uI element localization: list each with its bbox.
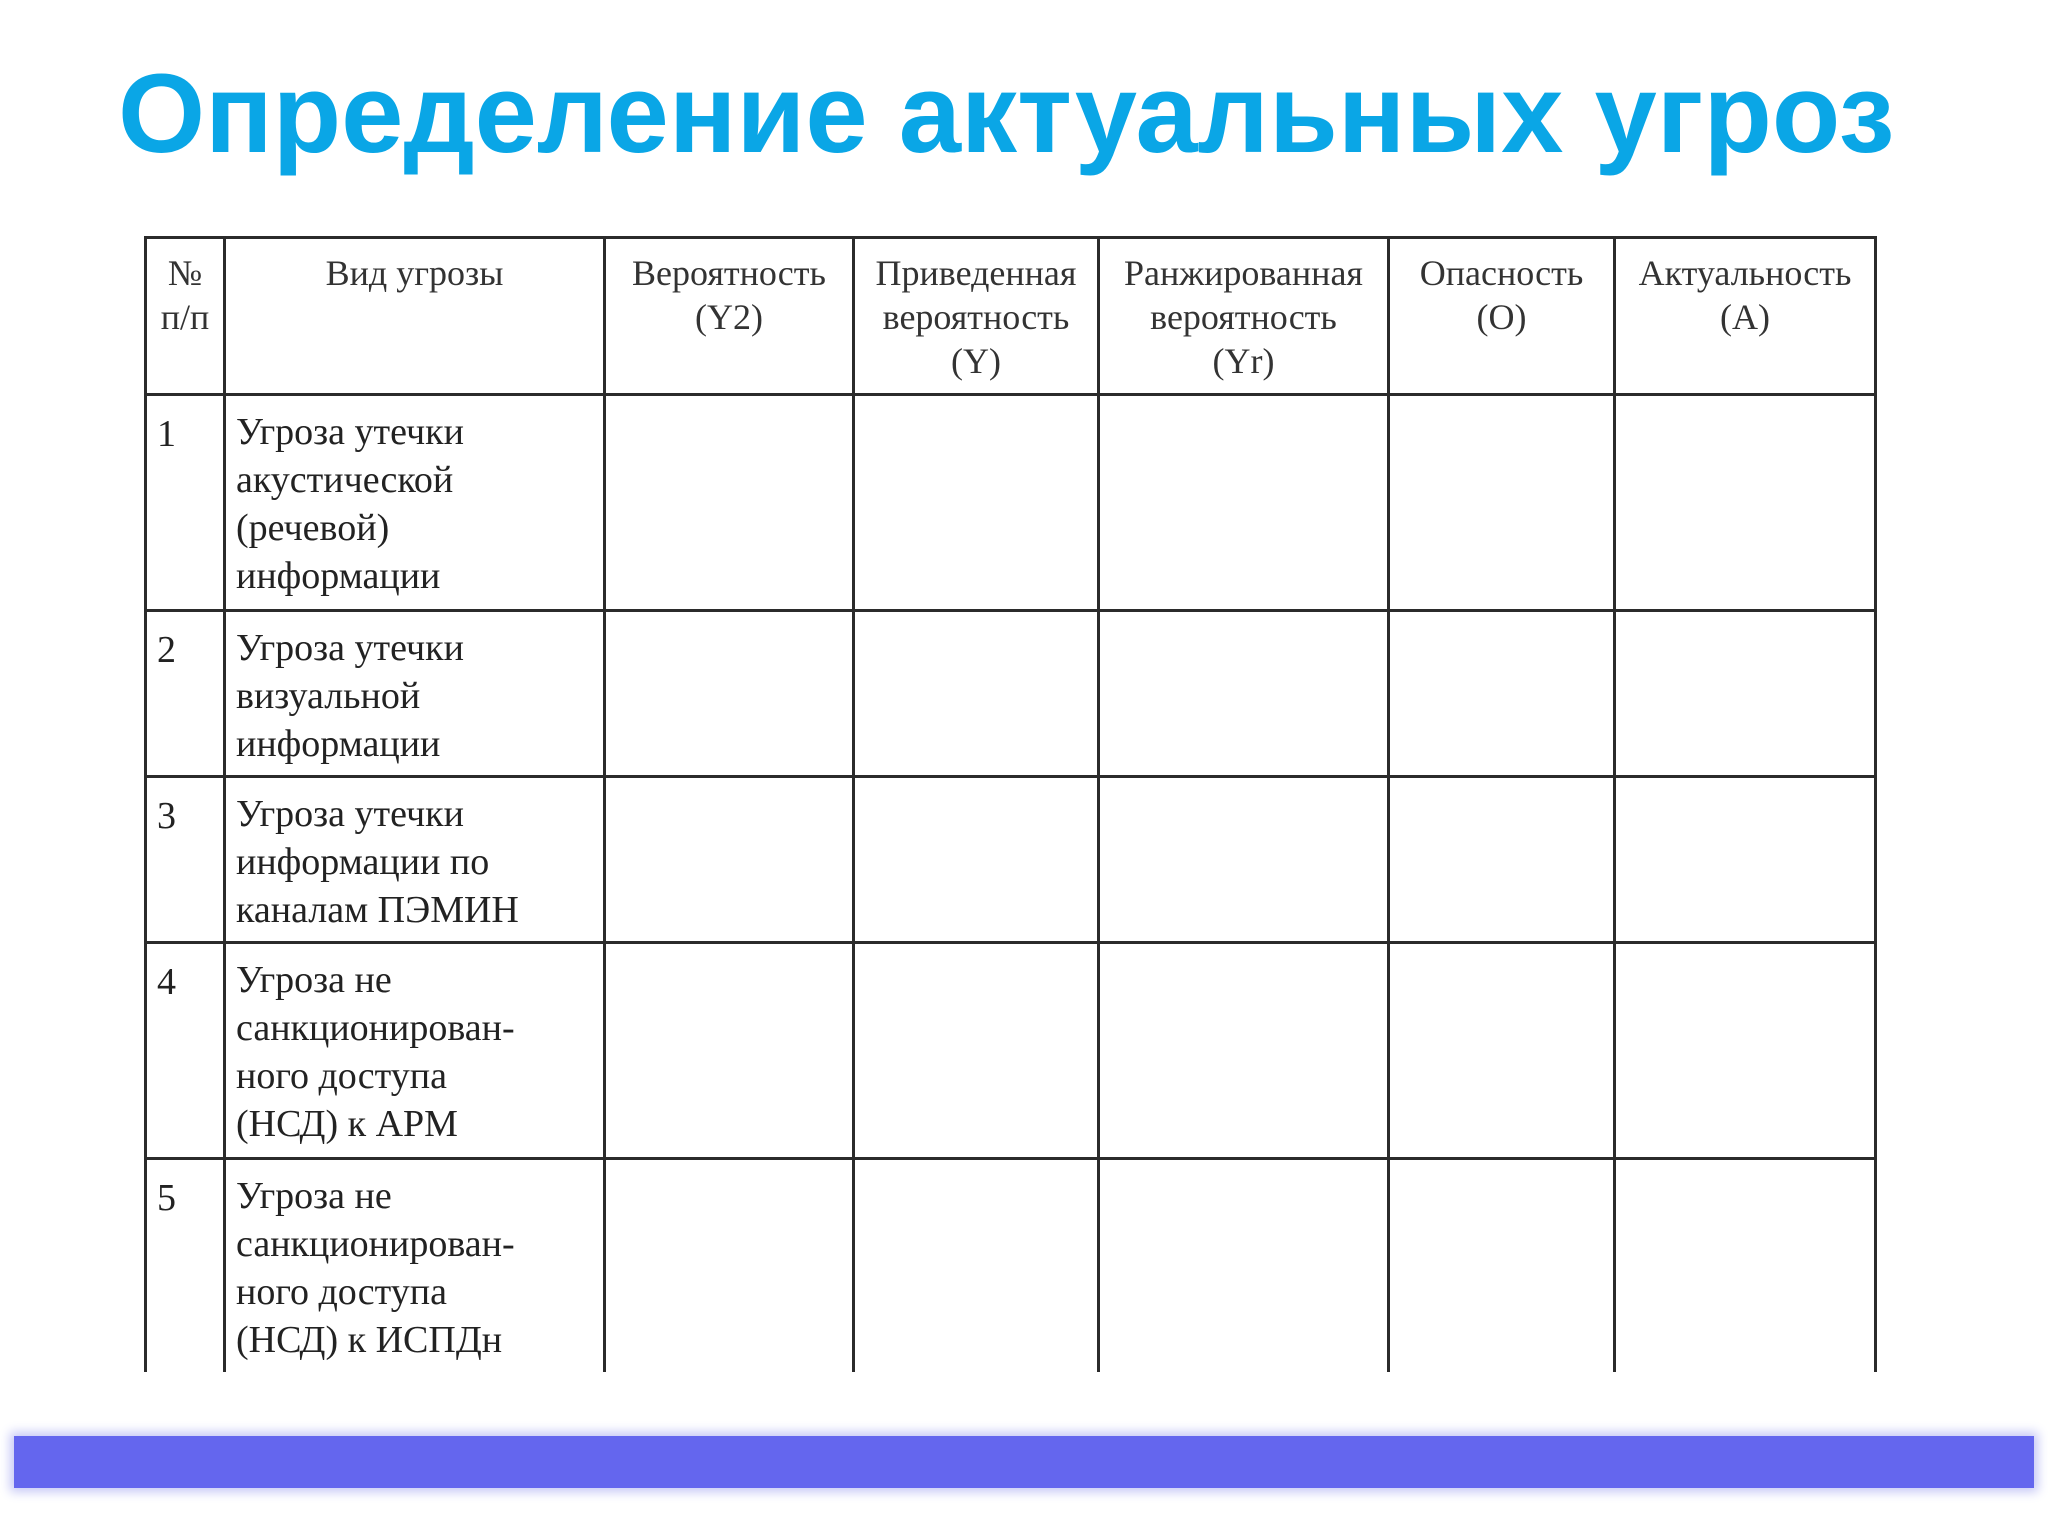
threat-name: Угроза утечки визуальной информации: [225, 611, 605, 777]
threat-name: Угроза утечки акустической (речевой) информации: [225, 395, 605, 611]
header-ranked-probability: Ранжированная вероятность (Yr): [1099, 238, 1389, 395]
empty-cell: [1099, 777, 1389, 943]
empty-cell: [854, 943, 1099, 1159]
threat-name: Угроза утечки информации по каналам ПЭМИН: [225, 777, 605, 943]
table-row: [146, 777, 1876, 943]
empty-cell: [605, 777, 854, 943]
header-reduced-probability: Приведенная вероятность (Y): [854, 238, 1099, 395]
empty-cell: [1389, 395, 1615, 611]
threat-name: Угроза не санкционирован- ного доступа (НСД) к ИСПДн: [225, 1159, 605, 1372]
empty-cell: [1389, 943, 1615, 1159]
header-number: № п/п: [146, 238, 225, 395]
row-number: 4: [146, 943, 225, 1159]
slide-title: Определение актуальных угроз: [118, 51, 1895, 176]
empty-cell: [1099, 1159, 1389, 1372]
empty-cell: [1615, 1159, 1876, 1372]
empty-cell: [605, 943, 854, 1159]
table-row: [146, 395, 1876, 611]
threat-name: Угроза не санкционирован- ного доступа (НСД) к АРМ: [225, 943, 605, 1159]
table-row: [146, 611, 1876, 777]
row-number: 2: [146, 611, 225, 777]
header-threat-type: Вид угрозы: [225, 238, 605, 395]
empty-cell: [1389, 611, 1615, 777]
empty-cell: [1389, 1159, 1615, 1372]
empty-cell: [854, 611, 1099, 777]
empty-cell: [605, 1159, 854, 1372]
header-danger: Опасность (О): [1389, 238, 1615, 395]
empty-cell: [854, 777, 1099, 943]
bottom-accent-bar: [14, 1436, 2034, 1488]
row-number: 5: [146, 1159, 225, 1372]
table-header-row: [146, 238, 1876, 395]
row-number: 1: [146, 395, 225, 611]
empty-cell: [605, 395, 854, 611]
empty-cell: [1615, 611, 1876, 777]
table-row: [146, 1159, 1876, 1372]
empty-cell: [1615, 777, 1876, 943]
empty-cell: [1099, 943, 1389, 1159]
header-probability: Вероятность (Y2): [605, 238, 854, 395]
row-number: 3: [146, 777, 225, 943]
empty-cell: [1615, 395, 1876, 611]
empty-cell: [854, 395, 1099, 611]
threat-table: [144, 236, 1877, 1372]
empty-cell: [1615, 943, 1876, 1159]
empty-cell: [854, 1159, 1099, 1372]
table-row: [146, 943, 1876, 1159]
empty-cell: [1389, 777, 1615, 943]
empty-cell: [605, 611, 854, 777]
empty-cell: [1099, 395, 1389, 611]
header-relevance: Актуальность (А): [1615, 238, 1876, 395]
empty-cell: [1099, 611, 1389, 777]
